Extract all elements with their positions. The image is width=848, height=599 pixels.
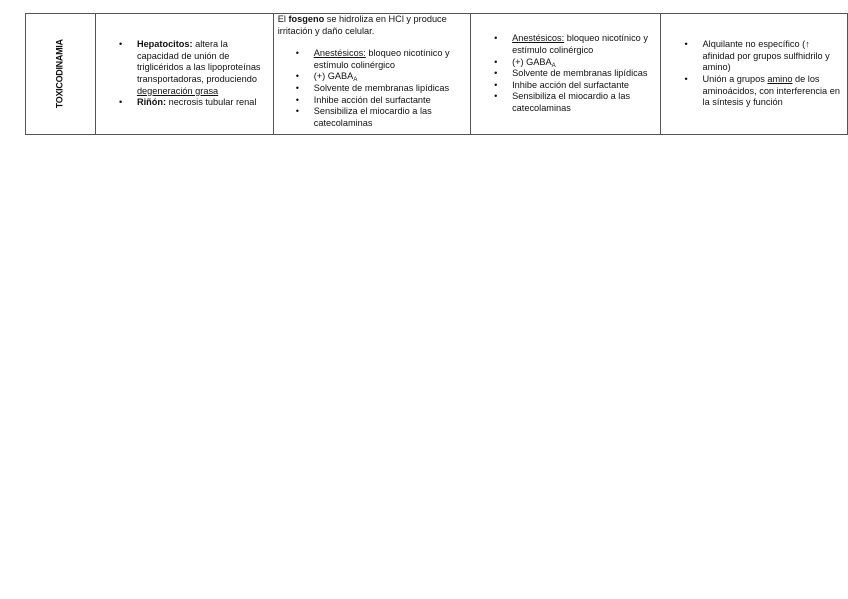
intro-text: El xyxy=(277,14,289,24)
item-subscript: A xyxy=(551,62,556,69)
list-item xyxy=(703,74,843,109)
item-term: Hepatocitos: xyxy=(136,39,193,50)
list-item: • Inhibe acción del surfactante xyxy=(512,80,655,92)
cell-fosgeno xyxy=(273,14,470,135)
solvent-list xyxy=(471,33,659,114)
item-text: bloqueo nicotínico y estímulo colinérgico xyxy=(512,33,648,56)
fosgeno-intro xyxy=(274,14,470,37)
item-text: (+) GABA xyxy=(512,56,552,67)
toxicology-table xyxy=(25,13,848,135)
cell-alkylant xyxy=(660,14,847,135)
item-term: Anestésicos: xyxy=(512,33,565,44)
list-item: • Inhibe acción del surfactante xyxy=(314,95,464,107)
list-item xyxy=(512,33,655,56)
fosgeno-list xyxy=(274,48,470,129)
item-underlined: degeneración grasa xyxy=(136,85,219,96)
list-item: • Solvente de membranas lipídicas xyxy=(314,83,464,95)
list-item: • Solvente de membranas lipídicas xyxy=(512,68,655,80)
item-text: Unión a grupos xyxy=(702,74,768,84)
list-item xyxy=(314,71,464,83)
item-text: (+) GABA xyxy=(313,71,354,82)
list-item: • Sensibiliza el miocardio a las catecolaminas xyxy=(314,106,464,129)
row-header-cell xyxy=(26,14,96,135)
list-item: • Alquilante no específico (↑ afinidad por grupos sulfhidrilo y amino) xyxy=(703,39,843,74)
intro-text: se hidroliza en HCl y produce irritación y daño celular. xyxy=(277,14,447,36)
list-item xyxy=(137,97,270,109)
item-text: de los aminoácidos, con interferencia en la síntesis y función xyxy=(702,74,840,108)
item-underlined: amino xyxy=(767,74,793,84)
alkylant-list xyxy=(661,39,847,109)
cell-solvent xyxy=(471,14,660,135)
list-item xyxy=(137,39,270,97)
item-subscript: A xyxy=(353,77,358,84)
item-text: necrosis tubular renal xyxy=(166,97,257,108)
item-text: altera la capacidad de unión de triglicéridos a las lipoproteínas transportadoras, produciendo xyxy=(136,39,261,84)
list-item xyxy=(512,57,655,69)
item-text: bloqueo nicotínico y estímulo colinérgico xyxy=(313,48,450,70)
list-item: • Sensibiliza el miocardio a las catecolaminas xyxy=(512,91,655,114)
table-row xyxy=(26,14,848,135)
item-term: Riñón: xyxy=(136,97,167,108)
intro-term: fosgeno xyxy=(288,14,325,24)
row-header-label: TOXICODINAMIA xyxy=(54,39,65,109)
hepatotoxic-list xyxy=(96,39,273,109)
cell-hepatotoxic xyxy=(95,14,273,135)
list-item xyxy=(314,48,464,71)
item-term: Anestésicos: xyxy=(313,48,366,59)
